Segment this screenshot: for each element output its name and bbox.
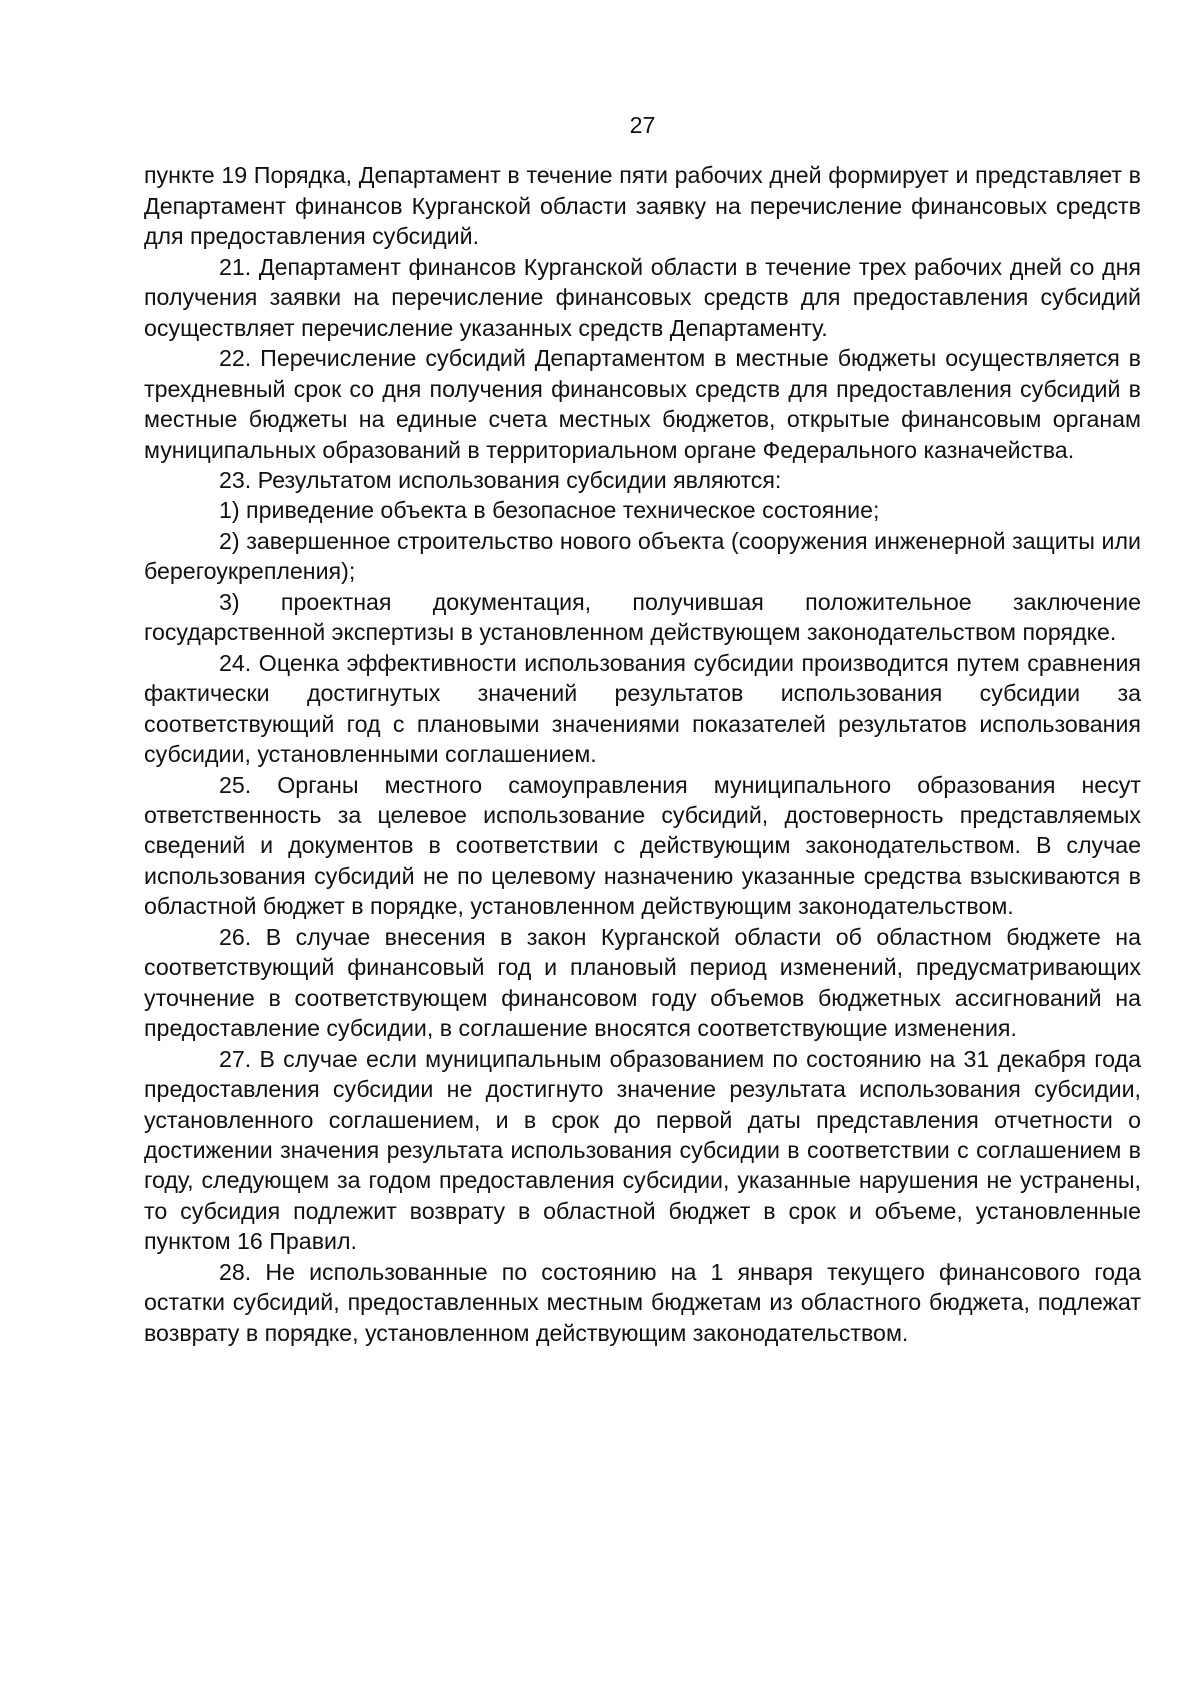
page-number: 27 (629, 112, 656, 138)
document-page (144, 110, 1141, 1348)
paragraph-27: 27. В случае если муниципальным образованием по состоянию на 31 декабря года предоставления субсидии не достигнуто значение результата использования субсидии, установленного соглашением, и в срок до первой даты представления отчетности о достижении значения результата использования субсидии в соответствии с соглашением в году, следующем за годом предоставления субсидии, указанные нарушения не устранены, то субсидия подлежит возврату в областной бюджет в срок и объеме, установленные пунктом 16 Правил. (144, 1045, 1141, 1255)
paragraph-26: 26. В случае внесения в закон Курганской области об областном бюджете на соответствующий финансовый год и плановый период изменений, предусматривающих уточнение в соответствующем финансовом году объемов бюджетных ассигнований на предоставление субсидии, в соглашение вносятся соответствующие изменения. (144, 923, 1141, 1042)
paragraph-continuation: пункте 19 Порядка, Департамент в течение пяти рабочих дней формирует и представляет в Департамент финансов Курганской области заявку на перечисление финансовых средств для предоставления субсидий. (144, 162, 1141, 250)
paragraph-24: 24. Оценка эффективности использования субсидии производится путем сравнения фактически достигнутых значений результатов использования субсидии за соответствующий год с плановыми значениями показателей результатов использования субсидии, установленными соглашением. (144, 649, 1141, 768)
paragraph-28: 28. Не использованные по состоянию на 1 января текущего финансового года остатки субсидий, предоставленных местным бюджетам из областного бюджета, подлежат возврату в порядке, установленном действующим законодательством. (144, 1258, 1141, 1346)
paragraph-23-item-1: 1) приведение объекта в безопасное техническое состояние; (219, 497, 880, 524)
paragraph-22: 22. Перечисление субсидий Департаментом в местные бюджеты осуществляется в трехдневный срок со дня получения финансовых средств для предоставления субсидий в местные бюджеты на единые счета местных бюджетов, открытые финансовым органам муниципальных образований в территориальном органе Федерального казначейства. (144, 345, 1141, 463)
paragraph-23-item-2: 2) завершенное строительство нового объекта (сооружения инженерной защиты или берегоукрепления); (144, 527, 1141, 585)
paragraph-23-item-3: 3) проектная документация, получившая положительное заключение государственной экспертизы в установленном действующем законодательством порядке. (144, 588, 1141, 646)
paragraph-23: 23. Результатом использования субсидии являются: (219, 466, 782, 493)
paragraph-21: 21. Департамент финансов Курганской области в течение трех рабочих дней со дня получения заявки на перечисление финансовых средств для предоставления субсидий осуществляет перечисление указанных средств Департаменту. (144, 253, 1141, 341)
paragraph-25: 25. Органы местного самоуправления муниципального образования несут ответственность за целевое использование субсидий, достоверность представляемых сведений и документов в соответствии с действующим законодательством. В случае использования субсидий не по целевому назначению указанные средства взыскиваются в областной бюджет в порядке, установленном действующим законодательством. (144, 771, 1141, 920)
